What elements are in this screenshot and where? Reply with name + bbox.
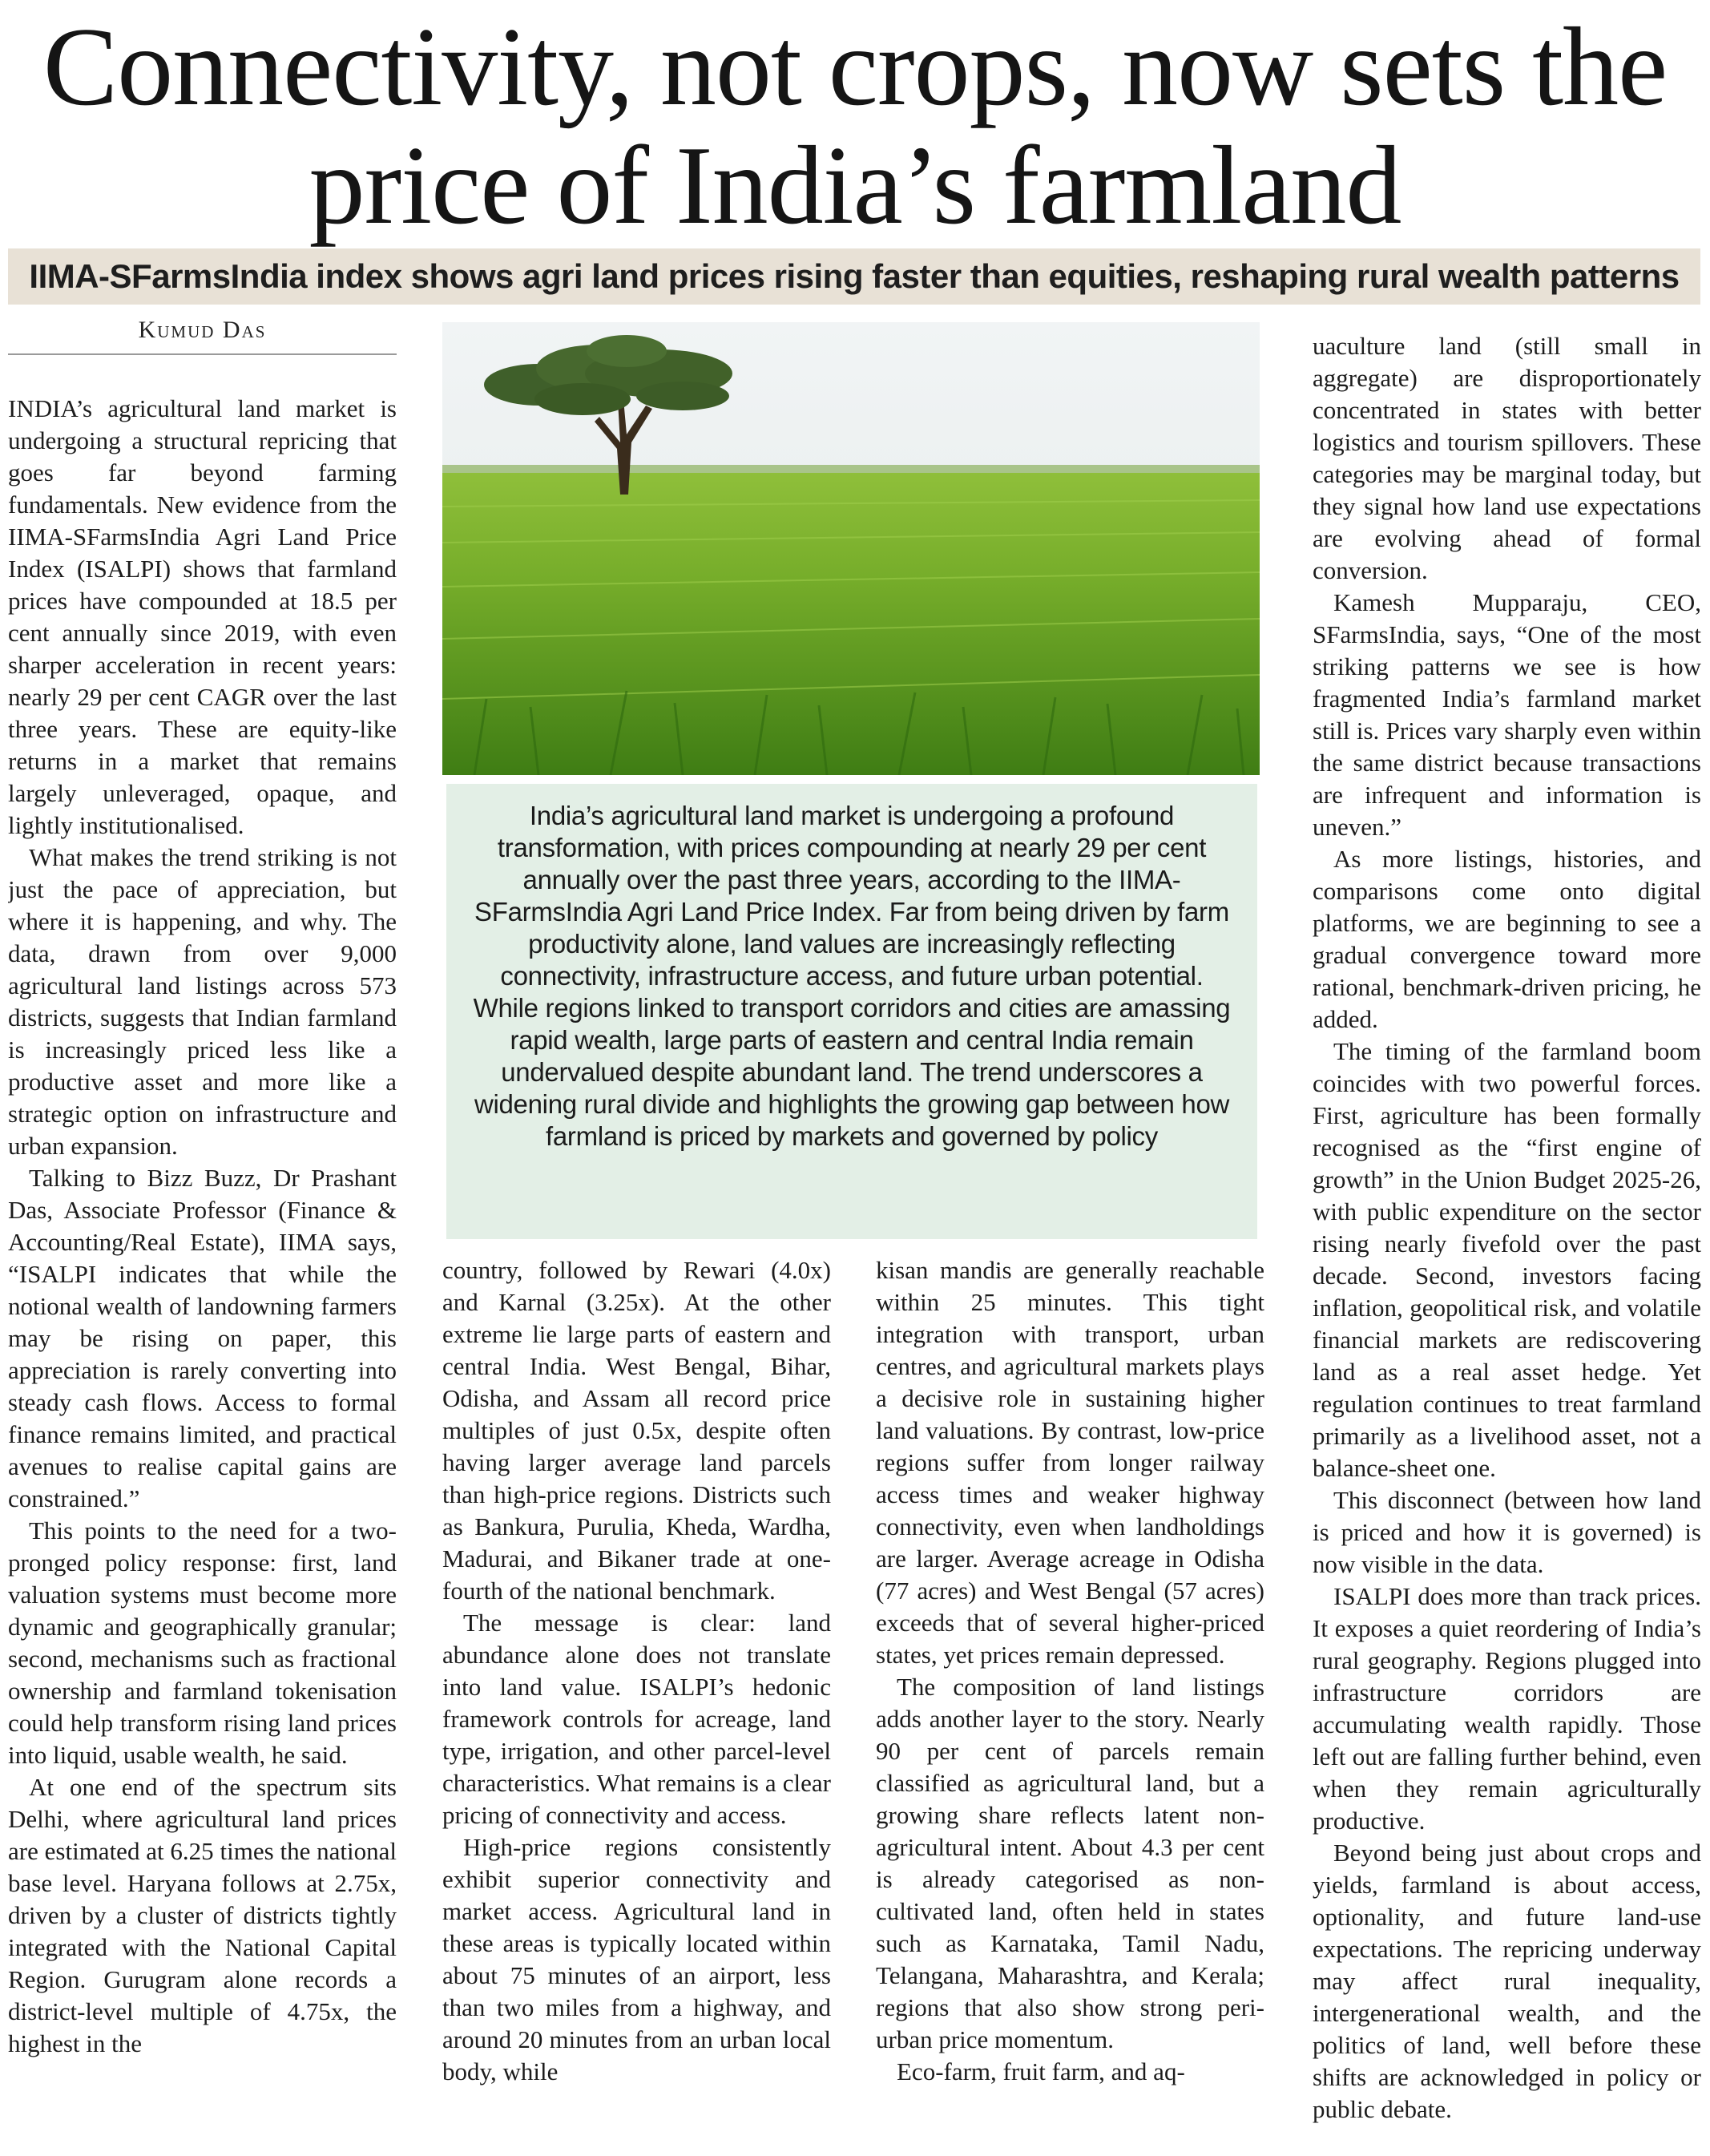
paragraph: Beyond being just about crops and yields, farmland is about access, optionality, and future land-use expectations. The repricing underway may affect rural inequality, intergenerational wealth, and the politics of land, well before these shifts are acknowledged in policy or public debate.: [1313, 1839, 1701, 2123]
headline: Connectivity, not crops, now sets the price of India’s farmland: [42, 5, 1668, 248]
summary-box: India’s agricultural land market is undergoing a profound transformation, with prices compounding at nearly 29 per cent annually over the past three years, according to the IIMA-SFarmsIndia Agri Land Price Index. Far from being driven by farm productivity alone, land values are increasingly reflecting connectivity, infrastructure access, and future urban potential. While regions linked to transport corridors and cities are amassing rapid wealth, large parts of eastern and central India remain undervalued despite abundant land. The trend underscores a widening rural divide and highlights the growing gap between how farmland is priced by markets and governed by policy: [446, 784, 1257, 1239]
paragraph: Kamesh Mupparaju, CEO, SFarmsIndia, says, “One of the most striking patterns we see is how fragmented India’s farmland market still is. Prices vary sharply even within the same district because transactions are infrequent and information is uneven.”: [1313, 588, 1701, 841]
paragraph: ISALPI does more than track prices. It exposes a quiet reordering of India’s rural geography. Regions plugged into infrastructure corridors are accumulating wealth rapidly. Those left out are falling further behind, even when they remain agriculturally productive.: [1313, 1582, 1701, 1835]
paragraph: The composition of land listings adds another layer to the story. Nearly 90 per cent of parcels remain classified as agricultural land, but a growing share reflects latent non-agricultural intent. About 4.3 per cent is already categorised as non-cultivated land, often held in states such as Karnataka, Tamil Nadu, Telangana, Maharashtra, and Kerala; regions that also show strong peri-urban price momentum.: [876, 1673, 1264, 2053]
paragraph: The message is clear: land abundance alone does not translate into land value. ISALPI’s hedonic framework controls for acreage, land type, irrigation, and other parcel-level characteristics. What remains is a clear pricing of connectivity and access.: [442, 1609, 831, 1829]
byline: [8, 317, 397, 355]
paragraph: Eco-farm, fruit farm, and aq-: [897, 2057, 1185, 2085]
paragraph: At one end of the spectrum sits Delhi, where agricultural land prices are estimated at 6.25 times the national base level. Haryana follows at 2.75x, driven by a cluster of districts tightly integrated with the National Capital Region. Gurugram alone records a district-level multiple of 4.75x, the highest in the: [8, 1773, 397, 2057]
paragraph: kisan mandis are generally reachable within 25 minutes. This tight integration with transport, urban centres, and agricultural markets plays a decisive role in sustaining higher land valuations. By contrast, low-price regions suffer from longer railway access times and weaker highway connectivity, even when landholdings are larger. Average acreage in Odisha (77 acres) and West Bengal (57 acres) exceeds that of several higher-priced states, yet prices remain depressed.: [876, 1256, 1264, 1669]
paragraph: Talking to Bizz Buzz, Dr Prashant Das, Associate Professor (Finance & Accounting/Real Estate), IIMA says, “ISALPI indicates that while the notional wealth of landowning farmers may be rising on paper, this appreciation is rarely converting into steady cash flows. Access to formal finance remains limited, and practical avenues to realise capital gains are constrained.”: [8, 1164, 397, 1512]
byline-author: Kumud Das: [138, 317, 267, 343]
farmland-illustration: [442, 322, 1260, 775]
article-column-2: [442, 1254, 831, 2156]
article-column-1: [8, 393, 397, 2156]
paragraph: INDIA’s agricultural land market is undergoing a structural repricing that goes far beyond farming fundamentals. New evidence from the IIMA-SFarmsIndia Agri Land Price Index (ISALPI) shows that farmland prices have compounded at 18.5 per cent annually since 2019, with even sharper acceleration in recent years: nearly 29 per cent CAGR over the last three years. These are equity-like returns in a market that remains largely unleveraged, opaque, and lightly institutionalised.: [8, 394, 397, 839]
paragraph: What makes the trend striking is not just the pace of appreciation, but where it is happening, and why. The data, drawn from over 9,000 agricultural land listings across 573 districts, suggests that Indian farmland is increasingly priced less like a productive asset and more like a strategic option on infrastructure and urban expansion.: [8, 843, 397, 1160]
deck-subheadline: IIMA-SFarmsIndia index shows agri land prices rising faster than equities, reshaping rural wealth patterns: [8, 248, 1700, 305]
farmland-photo: [442, 322, 1260, 775]
paragraph: country, followed by Rewari (4.0x) and Karnal (3.25x). At the other extreme lie large parts of eastern and central India. West Bengal, Bihar, Odisha, and Assam all record price multiples of just 0.5x, despite often having larger average land parcels than high-price regions. Districts such as Bankura, Purulia, Kheda, Wardha, Madurai, and Bikaner trade at one-fourth of the national benchmark.: [442, 1256, 831, 1605]
paragraph: uaculture land (still small in aggregate) are disproportionately concentrated in states with better logistics and tourism spillovers. These categories may be marginal today, but they signal how land use expectations are evolving ahead of formal conversion.: [1313, 332, 1701, 584]
field: [442, 473, 1260, 775]
paragraph: This points to the need for a two-pronged policy response: first, land valuation systems must become more dynamic and geographically granular; second, mechanisms such as fractional ownership and farmland tokenisation could help transform rising land prices into liquid, usable wealth, he said.: [8, 1516, 397, 1769]
article-column-3: [876, 1254, 1264, 2156]
paragraph: As more listings, histories, and comparisons come onto digital platforms, we are beginning to see a gradual convergence toward more rational, benchmark-driven pricing, he added.: [1313, 845, 1701, 1033]
paragraph: This disconnect (between how land is priced and how it is governed) is now visible in the data.: [1313, 1486, 1701, 1578]
paragraph: The timing of the farmland boom coincides with two powerful forces. First, agriculture has been formally recognised as the “first engine of growth” in the Union Budget 2025-26, with public expenditure on the sector rising nearly fivefold over the past decade. Second, investors facing inflation, geopolitical risk, and volatile financial markets are rediscovering land as a real asset hedge. Yet regulation continues to treat farmland primarily as a livelihood asset, not a balance-sheet one.: [1313, 1037, 1701, 1482]
paragraph: High-price regions consistently exhibit superior connectivity and market access. Agricultural land in these areas is typically located within about 75 minutes of an airport, less than two miles from a highway, and around 20 minutes from an urban local body, while: [442, 1833, 831, 2085]
article-column-4: [1313, 330, 1701, 2156]
